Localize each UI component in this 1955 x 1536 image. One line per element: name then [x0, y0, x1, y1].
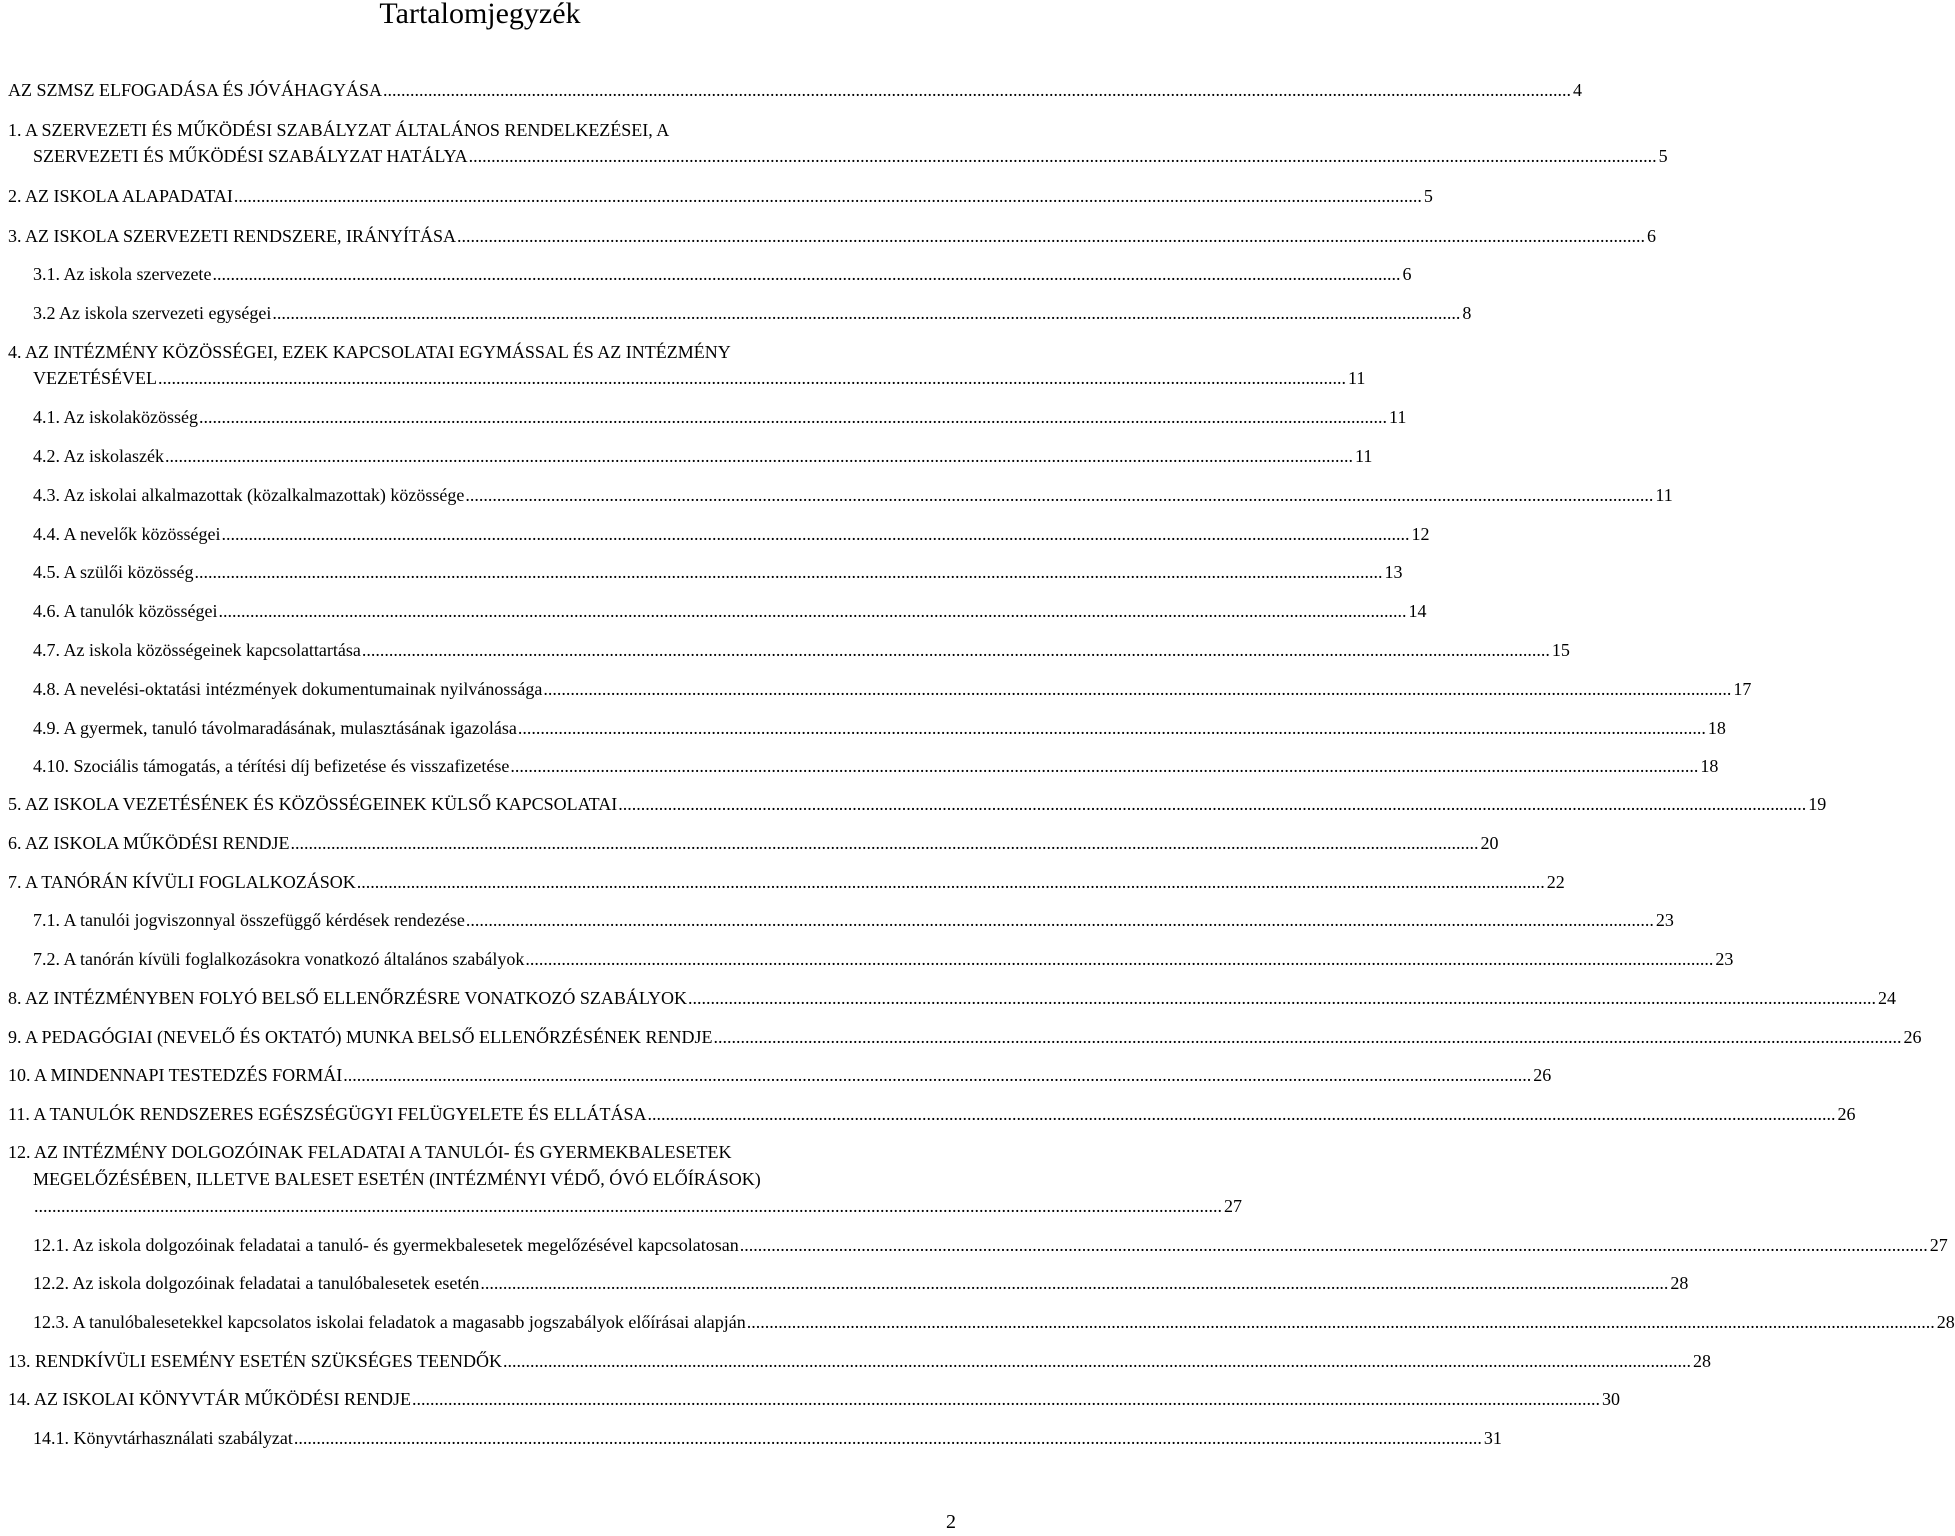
toc-entry-page: 31 [1483, 1428, 1502, 1448]
leader-dots [199, 406, 1387, 428]
toc-entry[interactable] [8, 832, 1499, 854]
toc-entry-text: 3.2 Az iskola szervezeti egységei [33, 303, 272, 323]
toc-entry-text: SZERVEZETI ÉS MŰKÖDÉSI SZABÁLYZAT HATÁLYA [33, 146, 468, 166]
toc-entry[interactable] [33, 445, 1373, 467]
leader-dots [234, 185, 1422, 207]
toc-entry-text: VEZETÉSÉVEL [33, 368, 157, 388]
toc-entry-text: 4.5. A szülői közösség [33, 562, 194, 582]
toc-entry-page: 15 [1551, 640, 1570, 660]
leader-dots [648, 1103, 1836, 1125]
toc-entry-page: 12 [1411, 524, 1430, 544]
toc-entry-page: 11 [1354, 446, 1373, 466]
toc-entry[interactable] [8, 1026, 1922, 1048]
toc-entry-text: 4. AZ INTÉZMÉNY KÖZÖSSÉGEI, EZEK KAPCSOLATAI EGYMÁSSAL ÉS AZ INTÉZMÉNY [8, 342, 731, 362]
toc-entry-page: 5 [1658, 146, 1668, 166]
toc-entry[interactable] [8, 185, 1433, 207]
toc-entry-page: 8 [1462, 303, 1472, 323]
leader-dots [158, 367, 1346, 389]
leader-dots [740, 1234, 1928, 1256]
toc-entry-page: 28 [1692, 1351, 1711, 1371]
toc-entry-page: 26 [1533, 1065, 1552, 1085]
toc-entry-text: 4.9. A gyermek, tanuló távolmaradásának, mulasztásának igazolása [33, 718, 517, 738]
toc-entry[interactable] [8, 225, 1657, 247]
toc-entry-page: 22 [1546, 872, 1565, 892]
toc-entry[interactable] [8, 79, 1583, 101]
page-number: 2 [946, 1511, 956, 1533]
toc-entry-text: 7.1. A tanulói jogviszonnyal összefüggő kérdések rendezése [33, 910, 465, 930]
toc-entry[interactable] [33, 263, 1412, 285]
toc-entry-page: 11 [1655, 485, 1673, 505]
toc-entry-text: 6. AZ ISKOLA MŰKÖDÉSI RENDJE [8, 833, 290, 853]
leader-dots [383, 79, 1571, 101]
toc-entry-text: 5. AZ ISKOLA VEZETÉSÉNEK ÉS KÖZÖSSÉGEINEK KÜLSŐ KAPCSOLATAI [8, 794, 618, 814]
toc-entry-page: 26 [1837, 1104, 1856, 1124]
leader-dots [518, 717, 1706, 739]
toc-entry-text: 4.10. Szociális támogatás, a térítési díj befizetése és visszafizetése [33, 756, 510, 776]
toc-entry-text: 14.1. Könyvtárhasználati szabályzat [33, 1428, 293, 1448]
toc-entry-text: 12.2. Az iskola dolgozóinak feladatai a tanulóbalesetek esetén [33, 1273, 480, 1293]
leader-dots [218, 600, 1406, 622]
toc-entry[interactable] [8, 871, 1565, 893]
toc-entry[interactable] [33, 1272, 1689, 1294]
leader-dots [688, 987, 1876, 1009]
toc-entry-text: 8. AZ INTÉZMÉNYBEN FOLYÓ BELSŐ ELLENŐRZÉSRE VONATKOZÓ SZABÁLYOK [8, 988, 688, 1008]
leader-dots [362, 639, 1550, 661]
leader-dots [34, 1195, 1222, 1217]
toc-entry[interactable] [33, 302, 1472, 324]
toc-entry-page: 26 [1903, 1027, 1922, 1047]
toc-entry-page: 30 [1602, 1389, 1620, 1409]
toc-entry[interactable] [33, 1234, 1948, 1256]
toc-entry-page: 18 [1707, 718, 1726, 738]
toc-entry-page: 23 [1715, 949, 1734, 969]
toc-entry-text: 12.1. Az iskola dolgozóinak feladatai a tanuló- és gyermekbalesetek megelőzésével kapcsolatosan [33, 1235, 739, 1255]
toc-entry-page: 19 [1808, 794, 1827, 814]
toc-entry-page: 28 [1936, 1312, 1955, 1332]
toc-entry[interactable] [33, 639, 1570, 661]
toc-entry[interactable] [8, 1064, 1552, 1086]
toc-entry-page: 27 [1929, 1235, 1948, 1255]
toc-entry[interactable] [8, 987, 1897, 1009]
leader-dots [457, 225, 1645, 247]
toc-entry-text: 1. A SZERVEZETI ÉS MŰKÖDÉSI SZABÁLYZAT ÁLTALÁNOS RENDELKEZÉSEI, A [8, 120, 670, 140]
toc-entry-text: AZ SZMSZ ELFOGADÁSA ÉS JÓVÁHAGYÁSA [8, 80, 383, 100]
toc-entry-page: 11 [1347, 368, 1366, 388]
toc-entry-text: 13. RENDKÍVÜLI ESEMÉNY ESETÉN SZÜKSÉGES TEENDŐK [8, 1351, 502, 1371]
toc-entry-text: 3.1. Az iskola szervezete [33, 264, 212, 284]
toc-entry[interactable] [33, 755, 1719, 777]
toc-entry-text: 3. AZ ISKOLA SZERVEZETI RENDSZERE, IRÁNYÍTÁSA [8, 226, 457, 246]
leader-dots [543, 678, 1731, 700]
leader-dots [272, 302, 1460, 324]
leader-dots [412, 1388, 1600, 1410]
toc-entry[interactable] [8, 1141, 1242, 1217]
leader-dots [357, 871, 1545, 893]
toc-entry-text: 4.6. A tanulók közösségei [33, 601, 218, 621]
toc-entry-text: 9. A PEDAGÓGIAI (NEVELŐ ÉS OKTATÓ) MUNKA BELSŐ ELLENŐRZÉSÉNEK RENDJE [8, 1027, 713, 1047]
toc-entry[interactable] [33, 1311, 1955, 1333]
toc-entry[interactable] [33, 948, 1734, 970]
toc-entry-page: 17 [1733, 679, 1752, 699]
toc-entry-page: 20 [1480, 833, 1499, 853]
toc-entry-text: 4.1. Az iskolaközösség [33, 407, 198, 427]
toc-entry-text: 7. A TANÓRÁN KÍVÜLI FOGLALKOZÁSOK [8, 872, 356, 892]
toc-entry[interactable] [33, 1427, 1502, 1449]
toc-entry[interactable] [33, 523, 1430, 545]
toc-entry-text: 11. A TANULÓK RENDSZERES EGÉSZSÉGÜGYI FELÜGYELETE ÉS ELLÁTÁSA [8, 1104, 647, 1124]
leader-dots [747, 1311, 1935, 1333]
toc-entry[interactable] [8, 1350, 1711, 1372]
toc-entry-page: 18 [1700, 756, 1719, 776]
toc-entry[interactable] [33, 717, 1726, 739]
leader-dots [618, 793, 1806, 815]
toc-entry[interactable] [33, 406, 1407, 428]
leader-dots [525, 948, 1713, 970]
toc-entry-page: 11 [1388, 407, 1407, 427]
toc-entry-text: 4.3. Az iskolai alkalmazottak (közalkalmazottak) közössége [33, 485, 465, 505]
toc-entry-page: 24 [1878, 988, 1897, 1008]
toc-entry-text: 14. AZ ISKOLAI KÖNYVTÁR MŰKÖDÉSI RENDJE [8, 1389, 411, 1409]
toc-title: Tartalomjegyzék [379, 0, 581, 30]
toc-entry-page: 14 [1408, 601, 1427, 621]
toc-entry[interactable] [8, 793, 1827, 815]
leader-dots [212, 263, 1400, 285]
toc-entry-page: 23 [1655, 910, 1674, 930]
toc-entry-page: 4 [1573, 80, 1583, 100]
toc-entry-text: 10. A MINDENNAPI TESTEDZÉS FORMÁI [8, 1065, 343, 1085]
leader-dots [469, 145, 1657, 167]
toc-entry[interactable] [33, 678, 1752, 700]
toc-entry-text: 7.2. A tanórán kívüli foglalkozásokra vonatkozó általános szabályok [33, 949, 525, 969]
toc-entry-text: 2. AZ ISKOLA ALAPADATAI [8, 186, 233, 206]
toc-entry[interactable] [8, 1388, 1620, 1410]
leader-dots [714, 1026, 1902, 1048]
toc-entry-text: 4.7. Az iskola közösségeinek kapcsolattartása [33, 640, 361, 660]
toc-entry[interactable] [33, 600, 1427, 622]
leader-dots [343, 1064, 1531, 1086]
leader-dots [465, 484, 1653, 506]
leader-dots [466, 909, 1654, 931]
toc-entry-page: 6 [1402, 264, 1412, 284]
toc-entry-page: 28 [1670, 1273, 1689, 1293]
toc-entry-text: 4.2. Az iskolaszék [33, 446, 164, 466]
toc-entry-page: 5 [1423, 186, 1433, 206]
toc-entry-text: 4.8. A nevelési-oktatási intézmények dokumentumainak nyilvánossága [33, 679, 543, 699]
toc-entry-page: 13 [1384, 562, 1403, 582]
leader-dots [503, 1350, 1691, 1372]
toc-entry[interactable] [33, 561, 1403, 583]
toc-entry[interactable] [33, 909, 1674, 931]
leader-dots [195, 561, 1383, 583]
toc-entry[interactable] [8, 341, 1366, 389]
leader-dots [294, 1427, 1482, 1449]
leader-dots [291, 832, 1479, 854]
toc-entry-page: 6 [1647, 226, 1657, 246]
toc-entry-text: MEGELŐZÉSÉBEN, ILLETVE BALESET ESETÉN (INTÉZMÉNYI VÉDŐ, ÓVÓ ELŐÍRÁSOK) [33, 1169, 761, 1189]
toc-entry-page: 27 [1224, 1196, 1242, 1216]
leader-dots [221, 523, 1409, 545]
toc-entry-text: 12. AZ INTÉZMÉNY DOLGOZÓINAK FELADATAI A TANULÓI- ÉS GYERMEKBALESETEK [8, 1142, 732, 1162]
leader-dots [510, 755, 1698, 777]
toc-entry-text: 12.3. A tanulóbalesetekkel kapcsolatos iskolai feladatok a magasabb jogszabályok előírásai alapján [33, 1312, 746, 1332]
toc-entry[interactable] [8, 1103, 1856, 1125]
toc-entry-text: 4.4. A nevelők közösségei [33, 524, 221, 544]
toc-entry[interactable] [8, 119, 1668, 167]
toc-entry[interactable] [33, 484, 1673, 506]
leader-dots [165, 445, 1353, 467]
leader-dots [480, 1272, 1668, 1294]
